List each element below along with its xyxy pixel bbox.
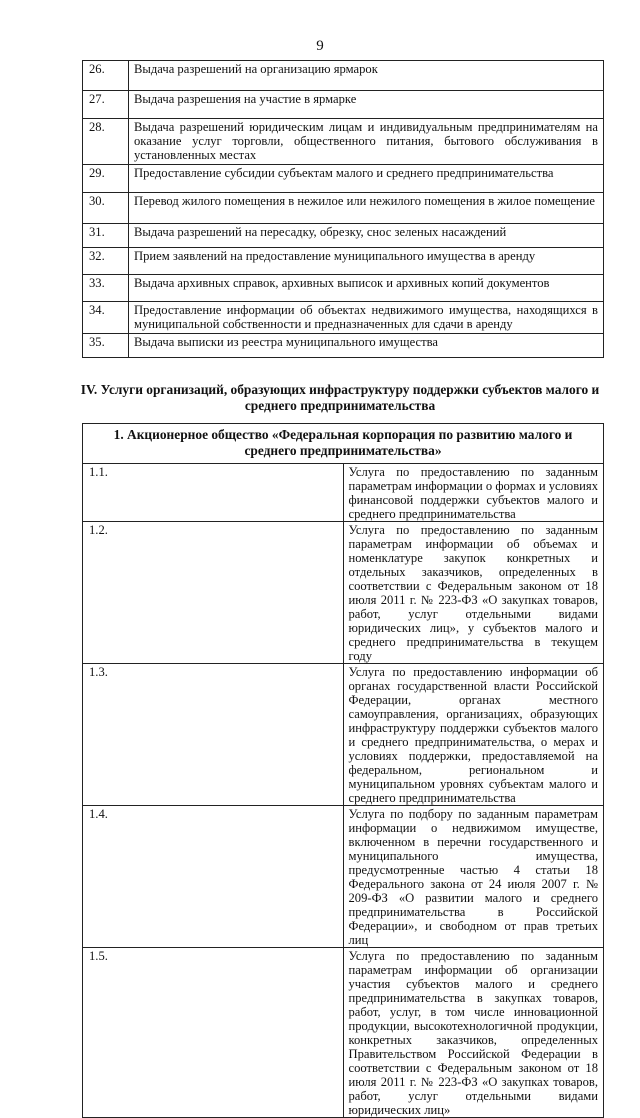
row-text: Услуга по подбору по заданным параметрам информации о недвижимом имуществе, включенном в перечни государственного и муниципального имущества, предусмотренные частью 4 статьи 18 Федерального закона от 24 июля 2007 г. № 209-ФЗ «О развитии малого и среднего предпринимательства в Российской Федерации», и свободном от прав третьих лиц [343,806,604,948]
table-row [83,224,604,248]
table-header-row [83,424,604,464]
row-text: Предоставление информации об объектах недвижимого имущества, находящихся в муниципальной собственности и предназначенных для сдачи в аренду [129,302,604,334]
row-text: Выдача разрешений на организацию ярмарок [129,61,604,91]
row-text: Выдача архивных справок, архивных выписок и архивных копий документов [129,275,604,302]
table-row [83,248,604,275]
row-number: 31. [83,224,129,248]
row-text: Перевод жилого помещения в нежилое или нежилого помещения в жилое помещение [129,193,604,224]
table-row [83,522,604,664]
table-row [83,806,604,948]
row-number: 35. [83,334,129,358]
row-text: Услуга по предоставлению по заданным параметрам информации об организации участия субъектов малого и среднего предпринимательства в закупках товаров, работ, услуг, в том числе инновационной продукции, высокотехнологичной продукции, конкретных заказчиков, определенных Правительством Российской Федерации в соответствии с Федеральным законом от 18 июля 2011 г. № 223-ФЗ «О закупках товаров, работ, услуг отдельными видами юридических лиц» [343,948,604,1118]
row-number: 29. [83,165,129,193]
table-row [83,302,604,334]
row-number: 27. [83,91,129,119]
row-number: 30. [83,193,129,224]
services-table-corporation [82,423,604,1118]
row-number: 33. [83,275,129,302]
row-number: 1.4. [83,806,344,948]
row-text: Выдача разрешений юридическим лицам и индивидуальным предпринимателям на оказание услуг торговли, общественного питания, бытового обслуживания в установленных местах [129,119,604,165]
row-text: Предоставление субсидии субъектам малого и среднего предпринимательства [129,165,604,193]
table-row [83,193,604,224]
page-number: 9 [316,38,324,54]
table-row [83,334,604,358]
row-text: Выдача разрешений на пересадку, обрезку, снос зеленых насаждений [129,224,604,248]
table-row [83,464,604,522]
table-header: 1. Акционерное общество «Федеральная корпорация по развитию малого и среднего предпринимательства» [83,424,604,464]
table-row [83,664,604,806]
row-number: 1.1. [83,464,344,522]
services-table-municipal [82,60,604,358]
row-number: 1.3. [83,664,344,806]
row-number: 32. [83,248,129,275]
row-text: Услуга по предоставлению по заданным параметрам информации о формах и условиях финансовой поддержки субъектов малого и среднего предпринимательства [343,464,604,522]
row-number: 28. [83,119,129,165]
table-row [83,948,604,1118]
row-number: 1.5. [83,948,344,1118]
row-text: Услуга по предоставлению по заданным параметрам информации об объемах и номенклатуре закупок конкретных и отдельных заказчиков, определенных в соответствии с Федеральным законом от 18 июля 2011 г. № 223-ФЗ «О закупках товаров, работ, услуг отдельными видами юридических лиц», у субъектов малого и среднего предпринимательства в текущем году [343,522,604,664]
row-text: Прием заявлений на предоставление муниципального имущества в аренду [129,248,604,275]
section-heading: IV. Услуги организаций, образующих инфраструктуру поддержки субъектов малого и среднего предпринимательства [80,382,600,413]
table-row [83,61,604,91]
table-row [83,165,604,193]
row-number: 34. [83,302,129,334]
row-text: Услуга по предоставлению информации об органах государственной власти Российской Федерации, органах местного самоуправления, организациях, образующих инфраструктуру поддержки субъектов малого и среднего предпринимательства, о мерах и условиях поддержки, предоставляемой на федеральном, региональном и муниципальном уровнях субъектам малого и среднего предпринимательства [343,664,604,806]
table-row [83,275,604,302]
table-row [83,119,604,165]
row-number: 26. [83,61,129,91]
row-text: Выдача выписки из реестра муниципального имущества [129,334,604,358]
table-row [83,91,604,119]
row-number: 1.2. [83,522,344,664]
row-text: Выдача разрешения на участие в ярмарке [129,91,604,119]
